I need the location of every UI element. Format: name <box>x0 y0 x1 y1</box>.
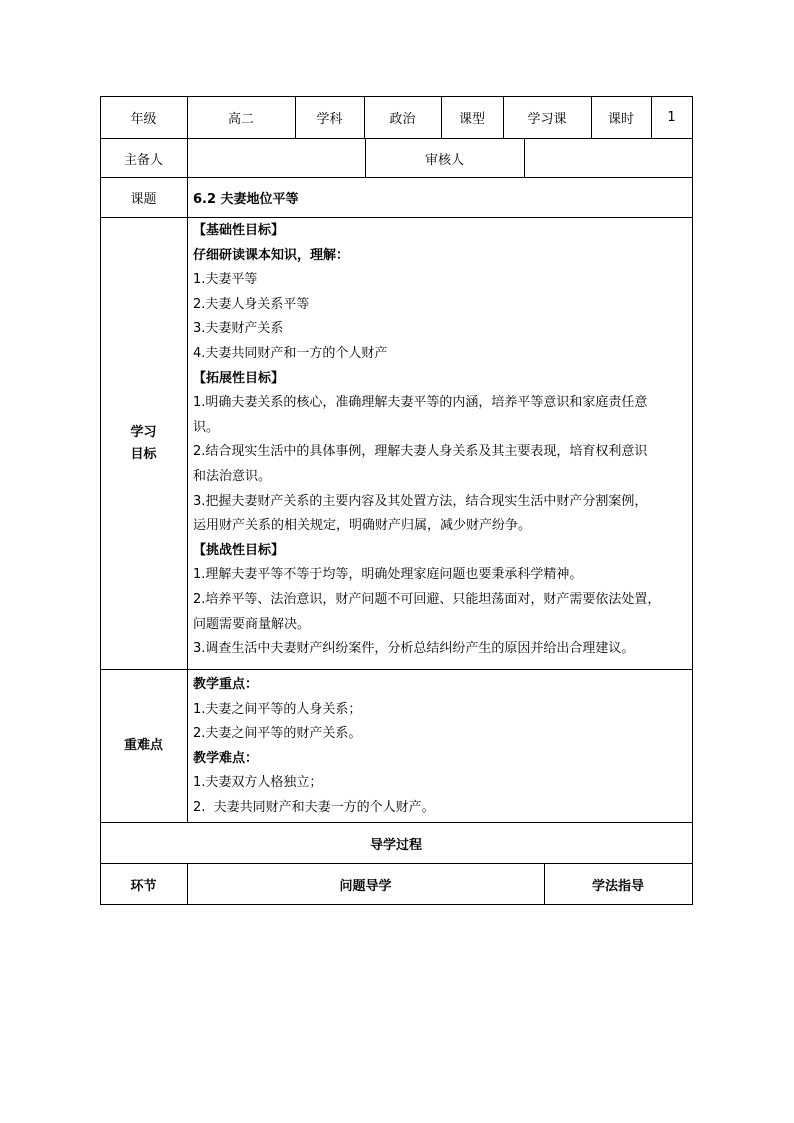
objective-line: 【基础性目标】 <box>193 223 285 238</box>
objectives-label <box>100 218 187 669</box>
process-header-row <box>100 864 693 904</box>
prep-row <box>100 139 693 177</box>
objective-line: 3.夫妻财产关系 <box>193 321 284 337</box>
column-header-stage: 环节 <box>130 878 157 894</box>
subject-label: 学科 <box>316 112 343 127</box>
objective-line: 识。 <box>193 419 220 435</box>
preparer-label: 主备人 <box>123 152 163 168</box>
grade-value: 高二 <box>227 112 254 127</box>
objective-line: 2.培养平等、法治意识，财产问题不可回避、只能坦荡面对，财产需要依法处置， <box>193 591 661 607</box>
key-point-line: 1.夫妻双方人格独立； <box>193 775 323 791</box>
reviewer-value <box>524 139 692 177</box>
objective-line: 3.把握夫妻财产关系的主要内容及其处置方法，结合现实生活中财产分割案例， <box>193 493 648 509</box>
objective-line: 1.夫妻平等 <box>193 272 258 288</box>
process-title: 导学过程 <box>369 837 422 853</box>
lesson-type-value: 学习课 <box>527 112 567 127</box>
key-point-line: 1.夫妻之间平等的人身关系； <box>193 701 362 717</box>
objective-line: 仔细研读课本知识，理解： <box>193 247 350 263</box>
grade-label: 年级 <box>130 112 157 127</box>
period-label: 课时 <box>607 112 634 127</box>
objectives-content <box>193 219 660 662</box>
topic-value: 6.2 夫妻地位平等 <box>193 192 299 207</box>
key-point-line: 教学难点： <box>193 750 259 766</box>
key-point-line: 2.夫妻之间平等的财产关系。 <box>193 726 362 742</box>
reviewer-label: 审核人 <box>424 152 464 168</box>
topic-row <box>100 178 693 217</box>
lesson-type-label: 课型 <box>458 112 485 127</box>
preparer-value <box>187 139 365 177</box>
period-value: 1 <box>667 110 676 125</box>
info-row <box>100 97 693 138</box>
subject-value: 政治 <box>389 112 416 127</box>
objective-line: 1.理解夫妻平等不等于均等，明确处理家庭问题也要秉承科学精神。 <box>193 567 583 583</box>
objective-line: 3.调查生活中夫妻财产纠纷案件，分析总结纠纷产生的原因并给出合理建议。 <box>193 641 635 657</box>
key-points-content <box>193 673 435 821</box>
objective-line: 2.结合现实生活中的具体事例，理解夫妻人身关系及其主要表现，培育权利意识 <box>193 444 648 460</box>
objective-line: 4.夫妻共同财产和一方的个人财产 <box>193 345 388 361</box>
objectives-label-line2: 目标 <box>130 446 157 462</box>
objectives-label-line1: 学习 <box>130 424 157 440</box>
key-point-line: 2. 夫妻共同财产和夫妻一方的个人财产。 <box>193 799 435 815</box>
objective-line: 1.明确夫妻关系的核心，准确理解夫妻平等的内涵，培养平等意识和家庭责任意 <box>193 395 648 411</box>
objective-line: 2.夫妻人身关系平等 <box>193 296 310 312</box>
objective-line: 运用财产关系的相关规定，明确财产归属，减少财产纷争。 <box>193 518 532 534</box>
key-point-line: 教学重点： <box>193 677 259 692</box>
topic-label: 课题 <box>130 192 157 207</box>
objective-line: 问题需要商量解决。 <box>193 616 311 632</box>
column-header-guidance: 学法指导 <box>591 878 644 894</box>
objective-line: 【挑战性目标】 <box>193 542 285 558</box>
objective-line: 和法治意识。 <box>193 468 272 484</box>
process-title-row <box>100 823 693 863</box>
key-points-label: 重难点 <box>123 738 163 753</box>
column-header-questions: 问题导学 <box>339 878 392 894</box>
objective-line: 【拓展性目标】 <box>193 370 285 386</box>
